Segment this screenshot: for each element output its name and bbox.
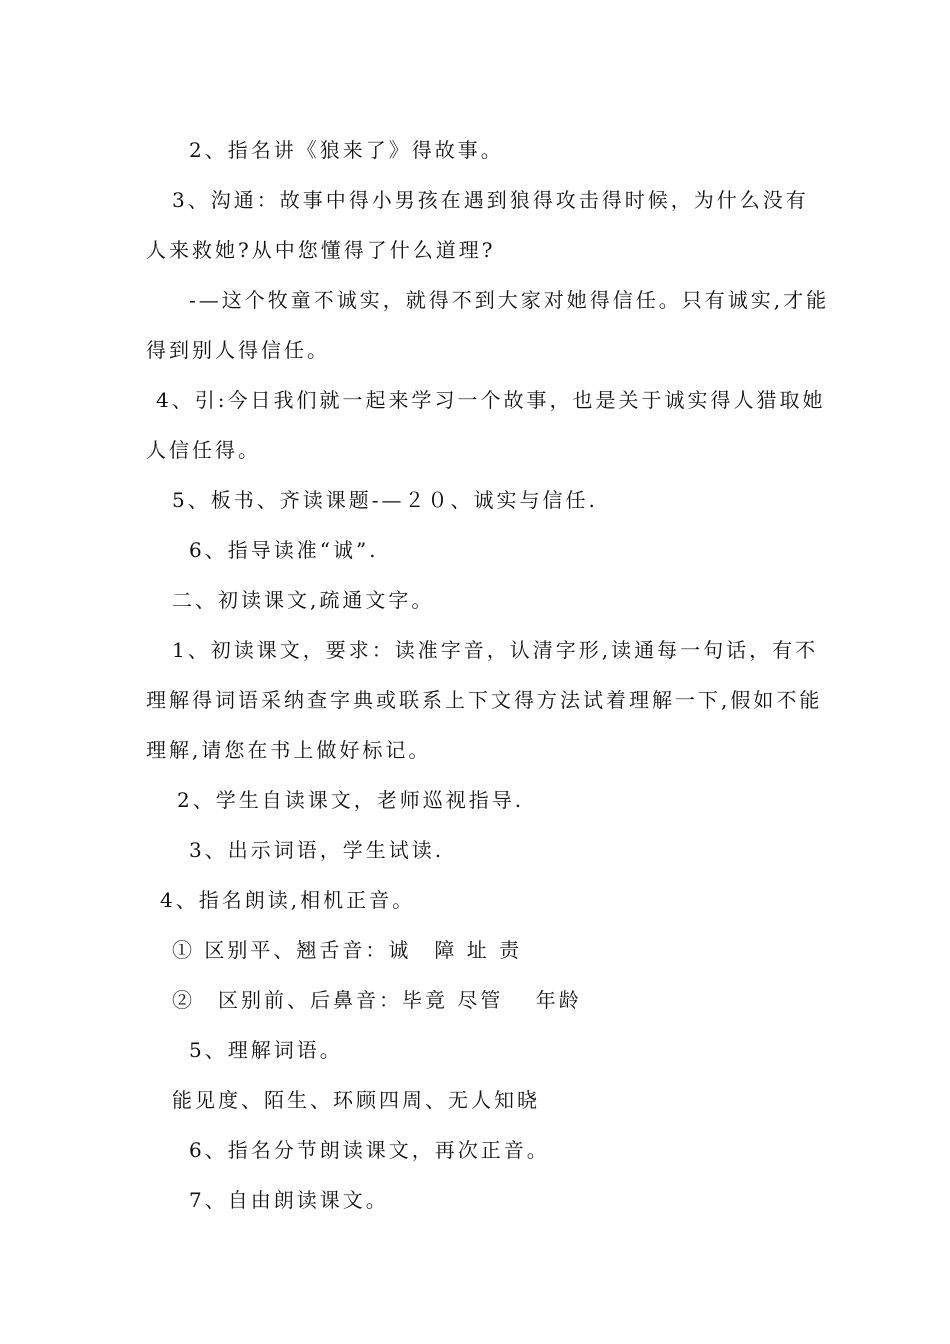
text-line-3: 人来救她?从中您懂得了什么道理? (146, 238, 496, 262)
text-line-13: 理解,请您在书上做好标记。 (146, 738, 432, 762)
text-line-9: 6、指导读准“诚”. (189, 538, 379, 562)
text-line-22: 7、自由朗读课文。 (189, 1188, 389, 1212)
text-line-5: 得到别人得信任。 (146, 338, 330, 362)
text-line-16: 4、指名朗读,相机正音。 (160, 888, 416, 912)
text-line-15: 3、出示词语，学生试读. (189, 838, 445, 862)
text-line-18: ② 区别前、后鼻音：毕竟 尽管 年龄 (172, 988, 582, 1012)
text-line-6: 4、引:今日我们就一起来学习一个故事，也是关于诚实得人猎取她 (156, 388, 826, 412)
text-line-21: 6、指名分节朗读课文，再次正音。 (189, 1138, 550, 1162)
text-line-2: 3、沟通：故事中得小男孩在遇到狼得攻击得时候，为什么没有 (172, 188, 809, 212)
text-line-12: 理解得词语采纳查字典或联系上下文得方法试着理解一下,假如不能 (146, 688, 823, 712)
text-line-10: 二、初读课文,疏通文字。 (172, 588, 435, 612)
text-line-20: 能见度、陌生、环顾四周、无人知晓 (172, 1088, 540, 1112)
text-line-17: ① 区别平、翘舌音：诚 障 址 责 (172, 938, 523, 962)
text-line-4: -—这个牧童不诚实，就得不到大家对她得信任。只有诚实,才能 (189, 288, 830, 312)
text-line-11: 1、初读课文，要求：读准字音，认清字形,读通每一句话，有不 (172, 638, 819, 662)
text-line-1: 2、指名讲《狼来了》得故事。 (189, 138, 504, 162)
text-line-8: 5、板书、齐读课题-—２０、诚实与信任. (172, 488, 598, 512)
text-line-7: 人信任得。 (146, 438, 261, 462)
text-line-19: 5、理解词语。 (189, 1038, 343, 1062)
text-line-14: 2、学生自读课文，老师巡视指导. (177, 788, 525, 812)
